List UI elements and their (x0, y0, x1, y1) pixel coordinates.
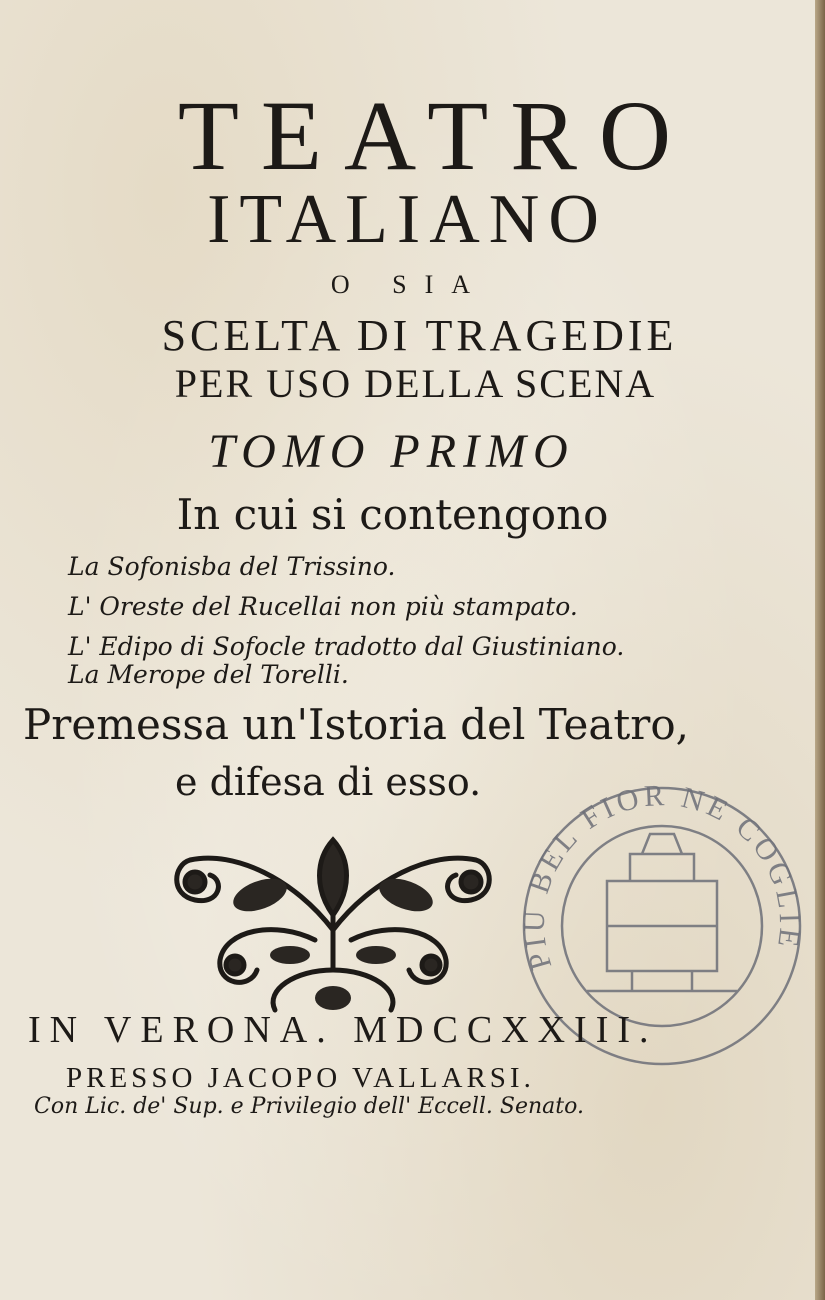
imprint-publisher: PRESSO JACOPO VALLARSI. (66, 1062, 535, 1094)
imprint-place-date: IN VERONA. MDCCXXIII. (28, 1009, 658, 1051)
contents-item: L' Edipo di Sofocle tradotto dal Giustiniano. (68, 632, 625, 661)
preface-line-2: e difesa di esso. (175, 760, 482, 804)
contents-item: L' Oreste del Rucellai non più stampato. (68, 592, 578, 621)
title-line-1: TEATRO (177, 80, 694, 191)
page-edge (815, 0, 825, 1300)
imprint-license: Con Lic. de' Sup. e Privilegio dell' Eccell. Senato. (34, 1094, 584, 1119)
conjunction: O SIA (330, 270, 489, 299)
printer-ornament (165, 820, 501, 1016)
subtitle-line-2: PER USO DELLA SCENA (174, 361, 657, 406)
preface-line-1: Premessa un'Istoria del Teatro, (23, 700, 689, 749)
contents-item: La Sofonisba del Trissino. (68, 552, 396, 581)
title-line-2: ITALIANO (207, 181, 608, 258)
stamp-text: PIU BEL FIOR NE COGLIE (517, 778, 807, 974)
volume-label: TOMO PRIMO (208, 425, 575, 478)
contents-item: La Merope del Torelli. (68, 660, 349, 689)
contents-intro: In cui si contengono (176, 490, 609, 539)
subtitle-line-1: SCELTA DI TRAGEDIE (161, 311, 678, 360)
